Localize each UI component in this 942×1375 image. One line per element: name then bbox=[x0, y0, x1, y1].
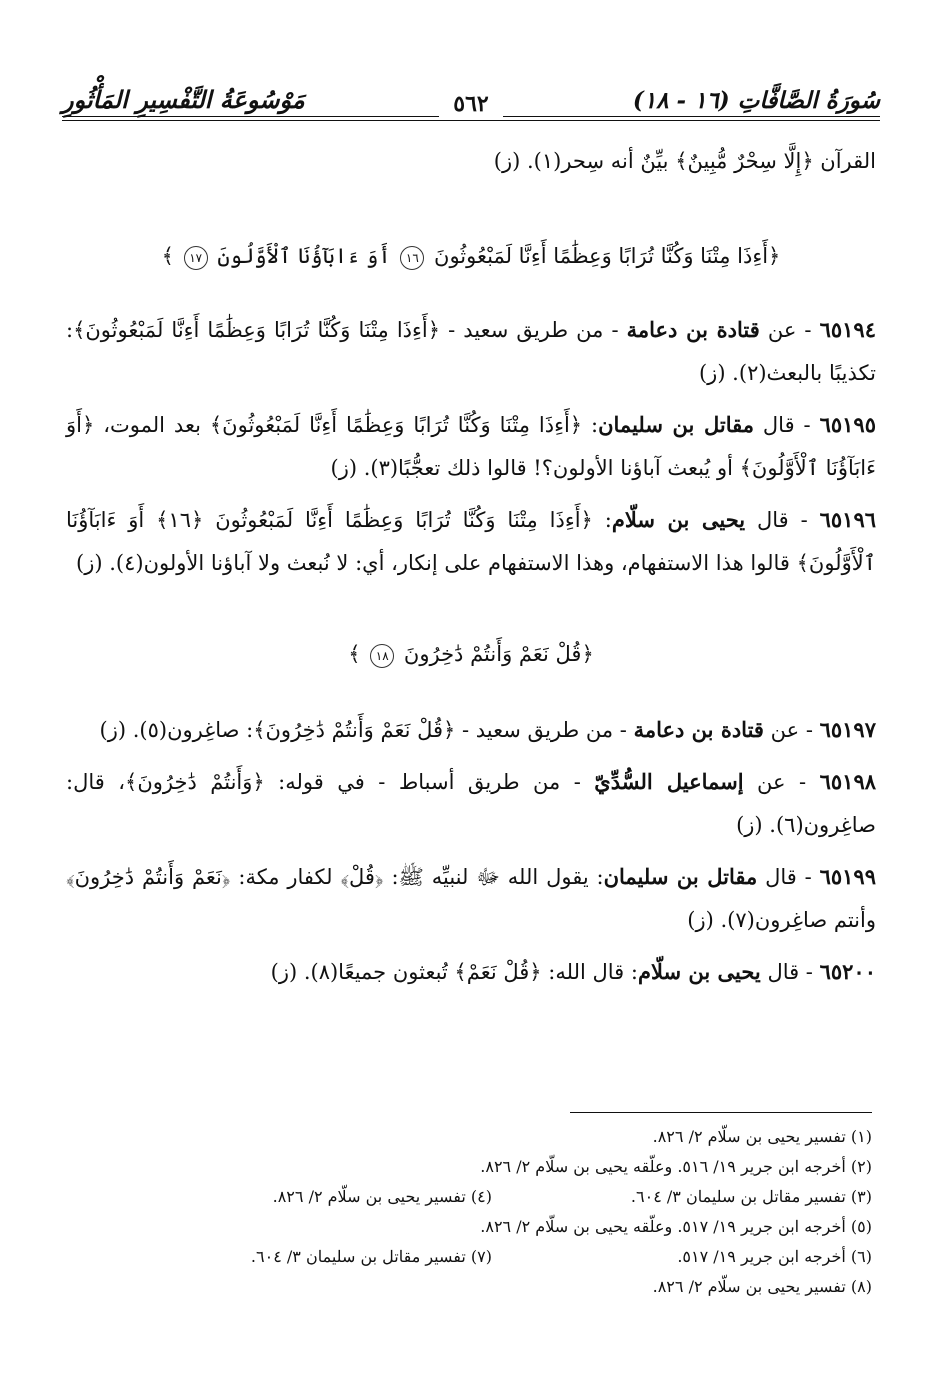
narrator-name: قتادة بن دعامة bbox=[633, 717, 764, 742]
narrator-name: مقاتل بن سليمان bbox=[603, 864, 758, 889]
footnote: (٦) أخرجه ابن جرير ١٩/ ٥١٧. bbox=[677, 1247, 872, 1266]
entry-number: ٦٥١٩٦ bbox=[819, 507, 877, 532]
entry-paragraph bbox=[66, 950, 876, 994]
entry-lead: - قال bbox=[745, 508, 820, 532]
entry-number: ٦٥١٩٧ bbox=[819, 717, 876, 742]
entry-text: - من طريق سعيد - ﴿قُلْ نَعَمْ وَأَنتُمْ دَٰخِرُونَ﴾: صاغِرون(٥). (ز) bbox=[99, 718, 634, 742]
verse-text: ﴿قُلْ نَعَمْ وَأَنتُمْ دَٰخِرُونَ bbox=[403, 642, 594, 666]
entry-number: ٦٥٢٠٠ bbox=[819, 959, 876, 984]
entry-paragraph bbox=[66, 308, 876, 395]
entry-paragraph bbox=[66, 855, 876, 942]
footnotes bbox=[66, 1122, 872, 1302]
footnote: (٣) تفسير مقاتل بن سليمان ٣/ ٦٠٤. bbox=[630, 1187, 872, 1206]
entry-lead: - قال bbox=[753, 413, 820, 437]
entry-lead: - عن bbox=[763, 718, 820, 742]
intro-paragraph: القرآن ﴿إِلَّا سِحْرٌ مُّبِينٌ﴾ بيِّنٌ أنه سِحر(١). (ز) bbox=[493, 149, 876, 173]
verse-number-mark: ١٦ bbox=[400, 246, 424, 270]
entry-paragraph bbox=[66, 498, 876, 585]
footnote: (٢) أخرجه ابن جرير ١٩/ ٥١٦. وعلّقه يحيى بن سلّام ٢/ ٨٢٦. bbox=[480, 1157, 872, 1176]
verse-bracket: ﴾ bbox=[161, 244, 174, 268]
page-number: ٥٦٢ bbox=[439, 91, 502, 117]
footnote-row bbox=[66, 1182, 872, 1212]
entry-paragraph bbox=[66, 708, 876, 752]
entry-number: ٦٥١٩٤ bbox=[819, 317, 876, 342]
narrator-name: مقاتل بن سليمان bbox=[598, 412, 754, 437]
verse-heading-1 bbox=[66, 235, 876, 278]
running-title: سُورَةُ الصَّافَّاتِ (١٦ - ١٨) bbox=[632, 87, 880, 114]
narrator-name: إسماعيل السُّدِّيّ bbox=[594, 769, 744, 794]
entry-text: : يقول الله ﷻ لنبيِّه ﷺ: ﴿قُلْ﴾ لكفار مكة: ﴿نَعَمْ وَأَنتُمْ دَٰخِرُونَ﴾ وأنتم صاغِرون(٧). (ز) bbox=[66, 865, 876, 932]
entry-number: ٦٥١٩٩ bbox=[819, 864, 876, 889]
narrator-name: يحيى بن سلّام bbox=[611, 507, 746, 532]
entry-paragraph bbox=[66, 760, 876, 847]
verse-bracket: ﴾ bbox=[348, 642, 361, 666]
footnote-rule bbox=[570, 1112, 872, 1113]
entry-lead: - عن bbox=[759, 318, 820, 342]
footnote: (٥) أخرجه ابن جرير ١٩/ ٥١٧. وعلّقه يحيى بن سلّام ٢/ ٨٢٦. bbox=[480, 1217, 872, 1236]
verse-text: أَوَ ءَابَآؤُنَا ٱلْأَوَّلُونَ bbox=[217, 244, 391, 268]
verse-text: ﴿أَءِذَا مِتْنَا وَكُنَّا تُرَابًا وَعِظَٰمًا أَءِنَّا لَمَبْعُوثُونَ bbox=[434, 244, 781, 268]
footnote: (١) تفسير يحيى بن سلّام ٢/ ٨٢٦. bbox=[652, 1127, 872, 1146]
entry-text: : ﴿أَءِذَا مِتْنَا وَكُنَّا تُرَابًا وَعِظَٰمًا أَءِنَّا لَمَبْعُوثُونَ ﴿١٦﴾ أَوَ ءَابَآؤُنَا ٱلْأَوَّلُونَ﴾ قالوا هذا الاستفهام، وهذا الاستفهام على إنكار، أي: لا نُبعث ولا آباؤنا الأولون(٤). (ز) bbox=[66, 508, 876, 575]
entry-text: : قال الله: ﴿قُلْ نَعَمْ﴾ تُبعثون جميعًا(٨). (ز) bbox=[270, 960, 638, 984]
entry-text: - من طريق سعيد - ﴿أَءِذَا مِتْنَا وَكُنَّا تُرَابًا وَعِظَٰمًا أَءِنَّا لَمَبْعُوثُونَ﴾: تكذيبًا بالبعث(٢). (ز) bbox=[66, 318, 876, 385]
entry-lead: - قال bbox=[757, 865, 820, 889]
narrator-name: يحيى بن سلّام bbox=[637, 959, 761, 984]
entry-lead: - قال bbox=[760, 960, 820, 984]
verse-number-mark: ١٧ bbox=[184, 246, 208, 270]
verse-heading-2 bbox=[66, 633, 876, 676]
entry-text: - من طريق أسباط - في قوله: ﴿وَأَنتُمْ دَٰخِرُونَ﴾، قال: صاغِرون(٦). (ز) bbox=[66, 770, 876, 837]
verse-number-mark: ١٨ bbox=[370, 644, 394, 668]
book-title: مَوْسُوعَةُ التَّفْسِيرِ المَأْثُورِ bbox=[62, 85, 305, 114]
footnote-row bbox=[66, 1242, 872, 1272]
header-rule-thin bbox=[62, 120, 880, 121]
entry-number: ٦٥١٩٨ bbox=[819, 769, 877, 794]
footnote: (٧) تفسير مقاتل بن سليمان ٣/ ٦٠٤. bbox=[250, 1247, 492, 1266]
entry-number: ٦٥١٩٥ bbox=[819, 412, 876, 437]
page-number-wrap bbox=[0, 91, 942, 117]
footnote: (٨) تفسير يحيى بن سلّام ٢/ ٨٢٦. bbox=[652, 1277, 872, 1296]
main-text bbox=[66, 140, 876, 994]
entry-lead: - عن bbox=[743, 770, 820, 794]
entry-text: : ﴿أَءِذَا مِتْنَا وَكُنَّا تُرَابًا وَعِظَٰمًا أَءِنَّا لَمَبْعُوثُونَ﴾ بعد الموت، ﴿أَوَ ءَابَآؤُنَا ٱلْأَوَّلُونَ﴾ أو يُبعث آباؤنا الأولون؟! قالوا ذلك تعجُّبًا(٣). (ز) bbox=[66, 413, 876, 480]
narrator-name: قتادة بن دعامة bbox=[626, 317, 760, 342]
footnote: (٤) تفسير يحيى بن سلّام ٢/ ٨٢٦. bbox=[272, 1187, 492, 1206]
entry-paragraph bbox=[66, 403, 876, 490]
